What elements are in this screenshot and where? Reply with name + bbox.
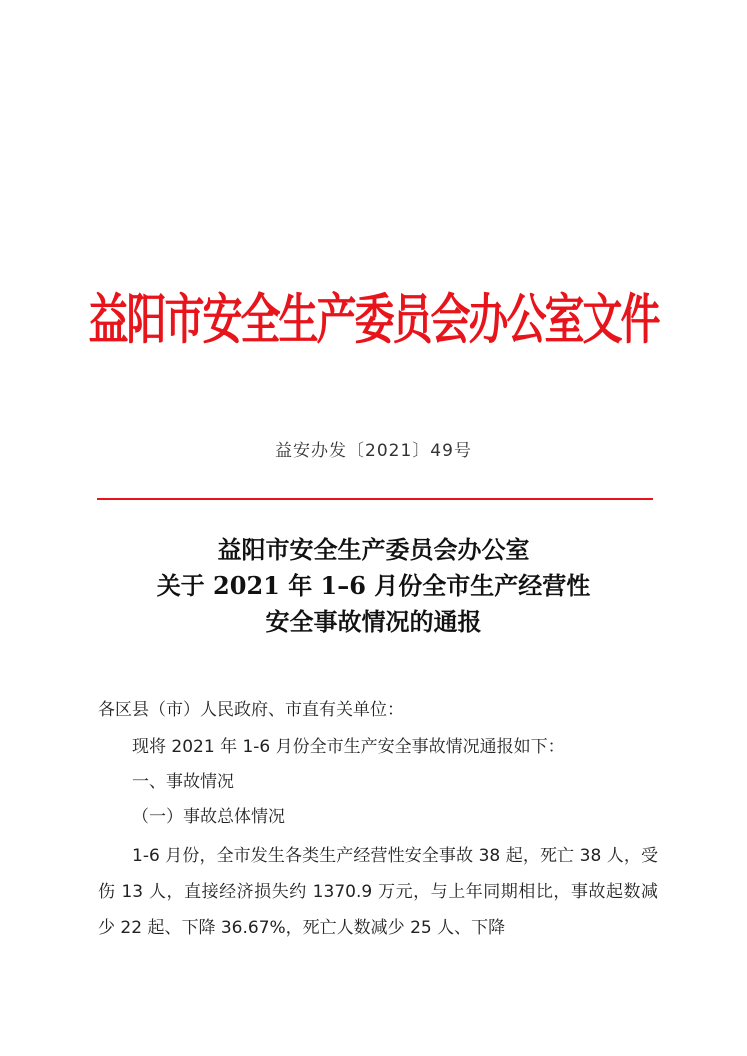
- subsection-heading: （一）事故总体情况: [132, 807, 285, 827]
- document-number: 益安办发〔2021〕49号: [275, 441, 472, 461]
- title-line-1: 益阳市安全生产委员会办公室: [217, 535, 530, 564]
- document-title: [0, 532, 747, 640]
- title-line-2: 关于 2021 年 1–6 月份全市生产经营性: [156, 571, 591, 600]
- body-paragraph: 1-6 月份，全市发生各类生产经营性安全事故 38 起，死亡 38 人，受伤 13 人，直接经济损失约 1370.9 万元，与上年同期相比，事故起数减少 22 起、下降 36.67%，死亡人数减少 25 人、下降: [98, 846, 658, 938]
- salutation: 各区县（市）人民政府、市直有关单位：: [98, 700, 404, 720]
- intro-paragraph: 现将 2021 年 1-6 月份全市生产安全事故情况通报如下：: [132, 737, 565, 757]
- section-heading: 一、事故情况: [132, 772, 234, 792]
- document-masthead: 益阳市安全生产委员会办公室文件: [88, 288, 659, 352]
- title-line-3: 安全事故情况的通报: [265, 607, 482, 636]
- red-separator-line: [97, 498, 653, 500]
